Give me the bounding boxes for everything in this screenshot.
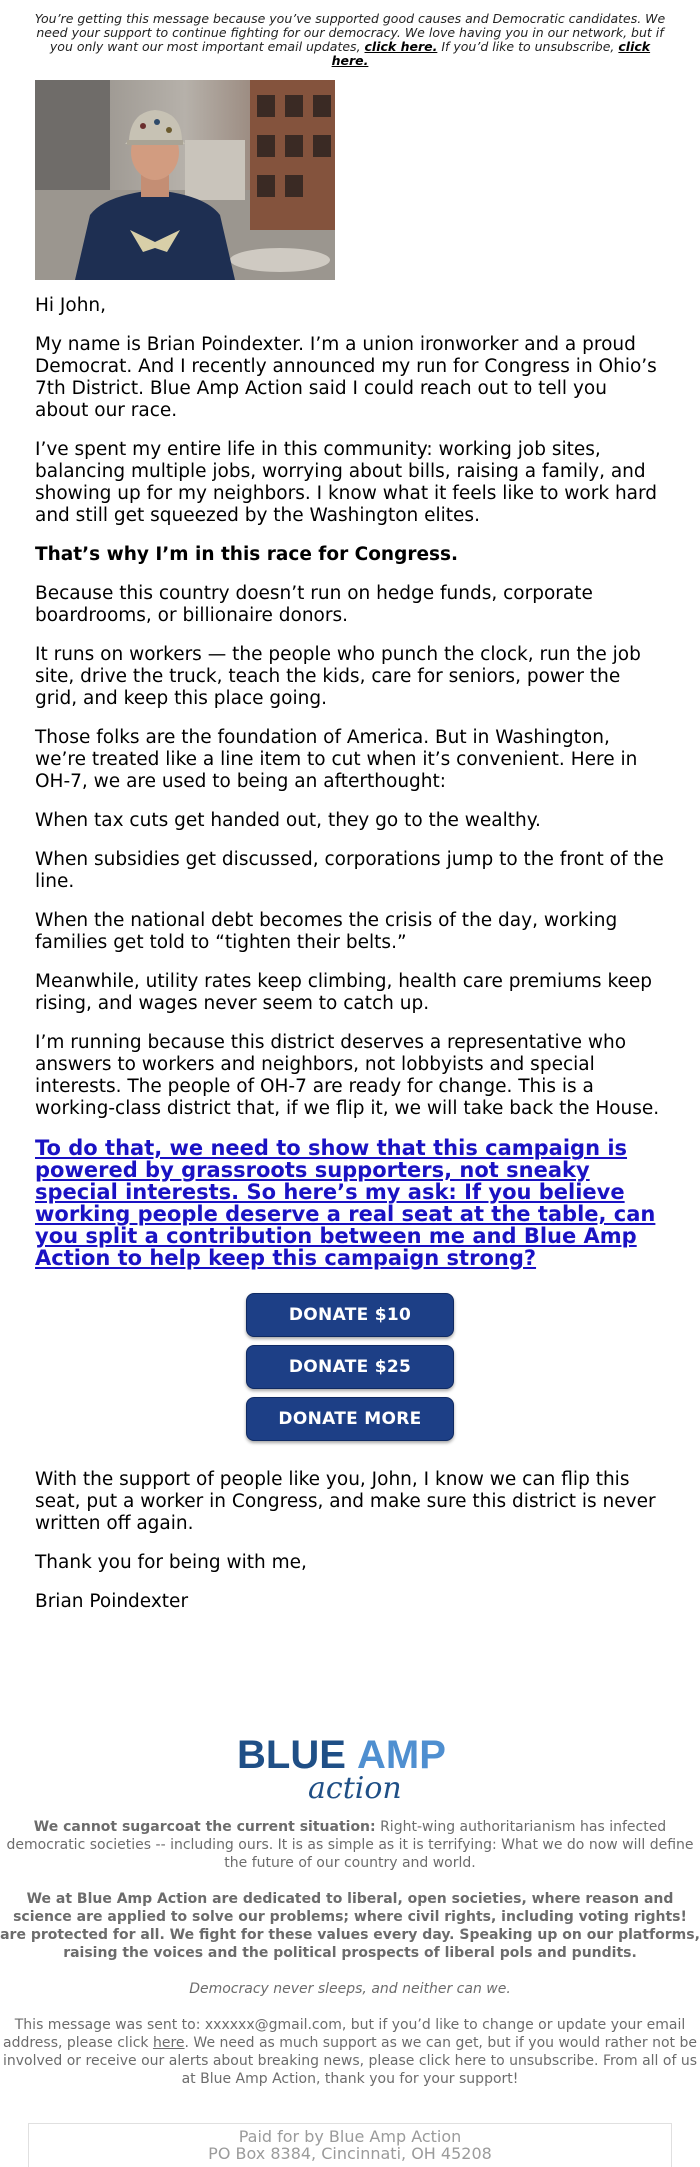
footer-unsubscribe-text: . We need as much support as we can get, but if you would rather not be involved or receive our alerts about breaking news, please click here to unsubscribe. From all of us at Blue Amp Action, thank you for your support! <box>3 2035 697 2087</box>
footer-recipient-text: This message was sent to: xxxxxx@gmail.com, but if you’d like to change or update your email address, please click <box>3 2017 686 2051</box>
unsubscribe-link[interactable]: click here. <box>331 39 651 68</box>
blue-amp-action-logo-graphic <box>235 1730 465 1805</box>
blue-amp-action-logo <box>235 1730 465 1805</box>
footer-mission: We at Blue Amp Action are dedicated to liberal, open societies, where reason and science are applied to solve our problems; where civil rights, including voting rights! are protected for all. We fight for these values every day. Speaking up on our platforms, raising the voices and the political prospects of liberal pols and pundits. <box>0 1891 700 1961</box>
update-email-link[interactable]: here <box>152 2035 185 2051</box>
email-preferences-link[interactable]: click here. <box>364 39 438 54</box>
candidate-photo-illustration <box>35 80 335 280</box>
footer-recipient-notice <box>0 2016 700 2088</box>
donation-ask-link[interactable]: To do that, we need to show that this campaign is powered by grassroots supporters, not sneaky special interests. So here’s my ask: If you believe working people deserve a real seat at the table, can you split a contribution between me and Blue Amp Action to help keep this campaign strong? <box>35 1136 656 1270</box>
donate-buttons <box>35 1293 665 1449</box>
logo-word-amp: AMP <box>357 1733 446 1777</box>
logo-word-blue: BLUE <box>237 1733 346 1777</box>
candidate-photo <box>35 80 335 280</box>
footer-slogan: Democracy never sleeps, and neither can we. <box>189 1981 511 1997</box>
footer-situation <box>0 1818 700 1872</box>
letter-body <box>35 295 665 1630</box>
paid-for-line: Paid for by Blue Amp Action <box>238 2127 462 2146</box>
paid-for-disclaimer <box>28 2123 672 2167</box>
paragraph-national-debt: When the national debt becomes the crisis of the day, working families get told to “tighten their belts.” <box>35 910 618 953</box>
paragraph-thanks: Thank you for being with me, <box>35 1552 307 1573</box>
paragraph-intro: My name is Brian Poindexter. I’m a union ironworker and a proud Democrat. And I recently announced my run for Congress in Ohio’s 7th District. Blue Amp Action said I could reach out to tell you about our race. <box>35 334 657 421</box>
preheader-text: You’re getting this message because you’ve supported good causes and Democratic candidates. We need your support to continue fighting for our democracy. We love having you in our network, but if you only want our most important email updates, <box>34 11 666 54</box>
paragraph-community: I’ve spent my entire life in this community: working job sites, balancing multiple jobs, worrying about bills, raising a family, and showing up for my neighbors. I know what it feels like to work hard and still get squeezed by the Washington elites. <box>35 439 658 526</box>
signature: Brian Poindexter <box>35 1591 189 1612</box>
donate-more-button[interactable]: DONATE MORE <box>246 1397 454 1441</box>
greeting: Hi John, <box>35 295 107 316</box>
paragraph-foundation: Those folks are the foundation of America. But in Washington, we’re treated like a line item to cut when it’s convenient. Here in OH-7, we are used to being an afterthought: <box>35 727 638 792</box>
preheader-text: If you’d like to unsubscribe, <box>437 39 619 54</box>
footer <box>0 1818 700 2106</box>
paragraph-subsidies: When subsidies get discussed, corporations jump to the front of the line. <box>35 849 664 892</box>
paragraph-workers: It runs on workers — the people who punch the clock, run the job site, drive the truck, teach the kids, care for seniors, power the grid, and keep this place going. <box>35 644 641 709</box>
donate-10-button[interactable]: DONATE $10 <box>246 1293 454 1337</box>
preheader <box>30 12 670 68</box>
logo-word-action: action <box>308 1771 402 1805</box>
footer-situation-lead: We cannot sugarcoat the current situation: <box>33 1819 376 1835</box>
donate-25-button[interactable]: DONATE $25 <box>246 1345 454 1389</box>
footer-situation-text: Right-wing authoritarianism has infected democratic societies -- including ours. It is as simple as it is terrifying: What we do now will define the future of our country and world. <box>6 1819 694 1871</box>
paragraph-hedge-funds: Because this country doesn’t run on hedge funds, corporate boardrooms, or billionaire donors. <box>35 583 593 626</box>
paragraph-tax-cuts: When tax cuts get handed out, they go to the wealthy. <box>35 810 541 831</box>
mailing-address: PO Box 8384, Cincinnati, OH 45208 <box>208 2144 492 2163</box>
paragraph-utility-rates: Meanwhile, utility rates keep climbing, health care premiums keep rising, and wages never seem to catch up. <box>35 971 653 1014</box>
paragraph-support: With the support of people like you, John, I know we can flip this seat, put a worker in Congress, and make sure this district is never written off again. <box>35 1469 656 1534</box>
paragraph-race: That’s why I’m in this race for Congress. <box>35 544 459 565</box>
paragraph-running: I’m running because this district deserves a representative who answers to workers and neighbors, not lobbyists and special interests. The people of OH-7 are ready for change. This is a working-class district that, if we flip it, we will take back the House. <box>35 1032 660 1119</box>
